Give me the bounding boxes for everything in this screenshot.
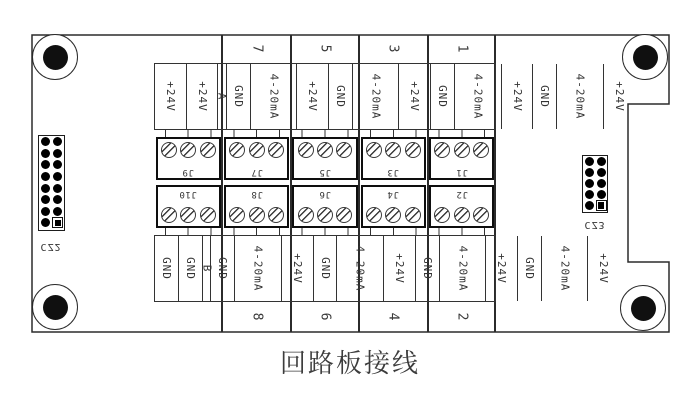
- screw-terminal-icon: [298, 142, 314, 158]
- pin-icon: [41, 195, 50, 204]
- pin-icon: [41, 172, 50, 181]
- screw-terminal-icon: [180, 207, 196, 223]
- hole-center-icon: [631, 296, 656, 321]
- terminal-label-cell: 4-20mA: [336, 236, 383, 301]
- screw-terminal-icon: [405, 207, 421, 223]
- terminal-label-cell: +24V: [587, 236, 619, 301]
- channel-number-bottom: 4: [385, 312, 401, 320]
- screw-terminal-icon: [454, 207, 470, 223]
- channel-number-bottom: 6: [317, 312, 333, 320]
- terminal-label-cell: 4-20mA: [439, 236, 486, 301]
- pin-icon: [53, 149, 62, 158]
- screw-terminal-icon: [473, 207, 489, 223]
- screw-terminal-icon: [268, 142, 284, 158]
- terminal-block-label: J3: [387, 167, 400, 177]
- channel-number-bottom: 8: [249, 312, 265, 320]
- terminal-block-label: J8: [250, 189, 263, 199]
- terminal-label-cell: GND: [178, 236, 202, 301]
- screw-terminal-icon: [298, 207, 314, 223]
- mounting-hole-bottom-left: [32, 284, 78, 330]
- pin-icon: [597, 179, 606, 188]
- terminal-label-cell: GND: [415, 236, 439, 301]
- pin-icon: [41, 137, 50, 146]
- screw-terminal-icon: [454, 142, 470, 158]
- terminal-label-cell: +24V: [501, 64, 533, 129]
- screw-terminal-icon: [405, 142, 421, 158]
- channel-number-top: 7: [249, 44, 265, 52]
- screw-terminal-icon: [336, 142, 352, 158]
- screw-terminal-icon: [385, 142, 401, 158]
- pin-icon: [585, 179, 594, 188]
- pin-icon: [597, 190, 606, 199]
- terminal-block-j1: [429, 137, 494, 180]
- terminal-label-cell: 4-20mA: [541, 236, 588, 301]
- pin-icon: [41, 149, 50, 158]
- hole-center-icon: [633, 45, 658, 70]
- terminal-block-label: J7: [250, 167, 263, 177]
- screw-terminal-icon: [385, 207, 401, 223]
- terminal-label-cell: +24V: [281, 236, 313, 301]
- pin-icon: [585, 190, 594, 199]
- terminal-label-cell: +24V: [603, 64, 635, 129]
- screw-terminal-icon: [180, 142, 196, 158]
- pin-icon: [41, 207, 50, 216]
- terminal-block-label: J10: [179, 189, 198, 199]
- pin-1-square-icon: [596, 200, 607, 211]
- terminal-label-row-top: [154, 63, 626, 130]
- screw-terminal-icon: [229, 142, 245, 158]
- terminal-label-cell: A: [217, 64, 226, 129]
- terminal-label-cell: 4-20mA: [250, 64, 297, 129]
- cz2-label: CZ2: [40, 241, 62, 252]
- screw-terminal-icon: [268, 207, 284, 223]
- pin-icon: [53, 195, 62, 204]
- channel-number-top: 1: [454, 44, 470, 52]
- terminal-block-j9: [156, 137, 221, 180]
- terminal-label-cell: GND: [226, 64, 250, 129]
- mounting-hole-top-left: [32, 34, 78, 80]
- screw-terminal-icon: [366, 142, 382, 158]
- channel-number-top: 5: [317, 44, 333, 52]
- pin-connector-cz3: [582, 155, 608, 213]
- channel-number-top: 3: [385, 44, 401, 52]
- terminal-label-row-bottom: [154, 235, 611, 302]
- screw-terminal-icon: [161, 142, 177, 158]
- terminal-label-cell: +24V: [383, 236, 415, 301]
- pin-icon: [585, 157, 594, 166]
- pin-connector-cz2: [38, 135, 65, 231]
- pin-icon: [585, 201, 594, 210]
- pin-icon: [53, 160, 62, 169]
- terminal-label-cell: 4-20mA: [352, 64, 399, 129]
- terminal-block-label: J9: [182, 167, 195, 177]
- terminal-label-cell: GND: [430, 64, 454, 129]
- screw-terminal-icon: [317, 207, 333, 223]
- terminal-block-label: J6: [319, 189, 331, 199]
- screw-terminal-icon: [473, 142, 489, 158]
- screw-terminal-icon: [200, 207, 216, 223]
- screw-terminal-icon: [200, 142, 216, 158]
- mounting-hole-bottom-right: [620, 285, 666, 331]
- drawing-title: 回路板接线: [279, 348, 420, 378]
- screw-terminal-icon: [229, 207, 245, 223]
- hole-center-icon: [43, 295, 68, 320]
- pin-icon: [41, 184, 50, 193]
- pin-icon: [597, 168, 606, 177]
- channel-number-bottom: 2: [454, 312, 470, 320]
- terminal-block-j8: [224, 185, 289, 228]
- terminal-label-cell: +24V: [485, 236, 517, 301]
- hole-center-icon: [43, 45, 68, 70]
- pin-icon: [53, 172, 62, 181]
- terminal-block-j7: [224, 137, 289, 180]
- terminal-block-j6: [292, 185, 357, 228]
- terminal-block-j5: [292, 137, 357, 180]
- pin-1-square-icon: [52, 217, 63, 228]
- terminal-label-cell: GND: [328, 64, 352, 129]
- terminal-label-cell: +24V: [296, 64, 328, 129]
- screw-terminal-icon: [249, 142, 265, 158]
- pin-icon: [53, 137, 62, 146]
- screw-terminal-icon: [317, 142, 333, 158]
- cz3-label: CZ3: [584, 219, 606, 230]
- terminal-block-row-top: [154, 137, 496, 180]
- terminal-label-cell: 4-20mA: [556, 64, 603, 129]
- screw-terminal-icon: [161, 207, 177, 223]
- terminal-block-j10: [156, 185, 221, 228]
- pin-stub-ticks: [154, 130, 496, 137]
- terminal-block-j2: [429, 185, 494, 228]
- pin-icon: [53, 184, 62, 193]
- screw-terminal-icon: [249, 207, 265, 223]
- terminal-label-cell: GND: [210, 236, 234, 301]
- terminal-block-label: J5: [319, 167, 331, 177]
- pin-stub-ticks: [154, 228, 496, 235]
- terminal-label-cell: 4-20mA: [454, 64, 501, 129]
- terminal-label-cell: GND: [159, 257, 173, 280]
- pin-icon: [41, 160, 50, 169]
- terminal-block-label: J2: [455, 189, 468, 199]
- pin-icon: [585, 168, 594, 177]
- pin-icon: [41, 218, 50, 227]
- pin-icon: [53, 207, 62, 216]
- terminal-block-row-bottom: [154, 185, 496, 228]
- terminal-label-cell: +24V: [163, 81, 177, 112]
- terminal-label-cell: B: [202, 236, 211, 301]
- terminal-block-label: J1: [455, 167, 468, 177]
- pin-icon: [597, 157, 606, 166]
- terminal-block-label: J4: [387, 189, 400, 199]
- terminal-label-cell: GND: [517, 236, 541, 301]
- screw-terminal-icon: [336, 207, 352, 223]
- screw-terminal-icon: [434, 207, 450, 223]
- screw-terminal-icon: [366, 207, 382, 223]
- terminal-label-cell: 4-20mA: [234, 236, 281, 301]
- screw-terminal-icon: [434, 142, 450, 158]
- terminal-label-cell: +24V: [398, 64, 430, 129]
- terminal-label-cell: GND: [313, 236, 337, 301]
- terminal-block-j3: [361, 137, 426, 180]
- terminal-label-cell: GND: [532, 64, 556, 129]
- terminal-block-j4: [361, 185, 426, 228]
- terminal-label-cell: +24V: [186, 64, 218, 129]
